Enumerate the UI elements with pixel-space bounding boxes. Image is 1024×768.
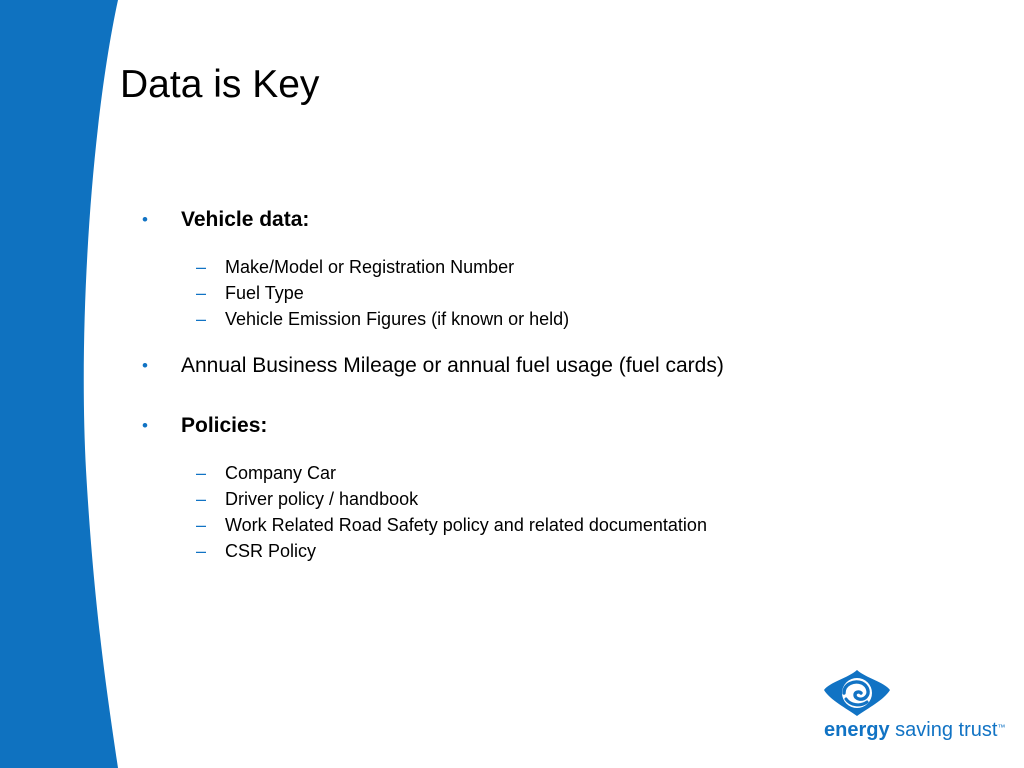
blue-curved-band xyxy=(0,0,118,768)
sub-marker: – xyxy=(196,515,207,535)
logo-wordmark xyxy=(824,718,1005,742)
bullet-text: Annual Business Mileage or annual fuel usage (fuel cards) xyxy=(181,354,724,377)
sub-marker: – xyxy=(196,541,207,561)
sub-item-text: Driver policy / handbook xyxy=(225,489,419,509)
sub-item xyxy=(140,280,960,306)
sub-item-text: CSR Policy xyxy=(225,541,317,561)
sub-item xyxy=(140,538,960,564)
logo-brand-text: energy xyxy=(824,719,890,741)
sub-item-text: Fuel Type xyxy=(225,283,304,303)
bullet-text: Policies: xyxy=(181,414,268,437)
bullet-marker: • xyxy=(142,210,148,229)
sub-item xyxy=(140,460,960,486)
sub-list-vehicle xyxy=(140,254,960,332)
slide-title: Data is Key xyxy=(120,63,320,106)
bullet-marker: • xyxy=(142,356,148,375)
logo-rest-text: saving trust xyxy=(895,719,998,741)
sub-marker: – xyxy=(196,257,207,277)
bullet-annual-mileage xyxy=(140,352,960,380)
bullet-marker: • xyxy=(142,416,148,435)
energy-saving-trust-logo xyxy=(818,668,1006,748)
sub-item-text: Company Car xyxy=(225,463,337,483)
sub-marker: – xyxy=(196,463,207,483)
bullet-policies xyxy=(140,412,960,440)
bullet-list xyxy=(140,206,960,564)
sub-item xyxy=(140,306,960,332)
sub-list-policies xyxy=(140,460,960,564)
sub-item-text: Vehicle Emission Figures (if known or held) xyxy=(225,309,570,329)
sub-item-text: Make/Model or Registration Number xyxy=(225,257,515,277)
sub-item xyxy=(140,486,960,512)
sub-marker: – xyxy=(196,283,207,303)
sub-item xyxy=(140,512,960,538)
sub-item-text: Work Related Road Safety policy and related documentation xyxy=(225,515,707,535)
bullet-vehicle-data xyxy=(140,206,960,234)
bullet-text: Vehicle data: xyxy=(181,208,310,231)
sub-item xyxy=(140,254,960,280)
sub-marker: – xyxy=(196,489,207,509)
logo-trademark: ™ xyxy=(997,723,1006,732)
swirl-emblem-icon xyxy=(818,668,1002,718)
sub-marker: – xyxy=(196,309,207,329)
